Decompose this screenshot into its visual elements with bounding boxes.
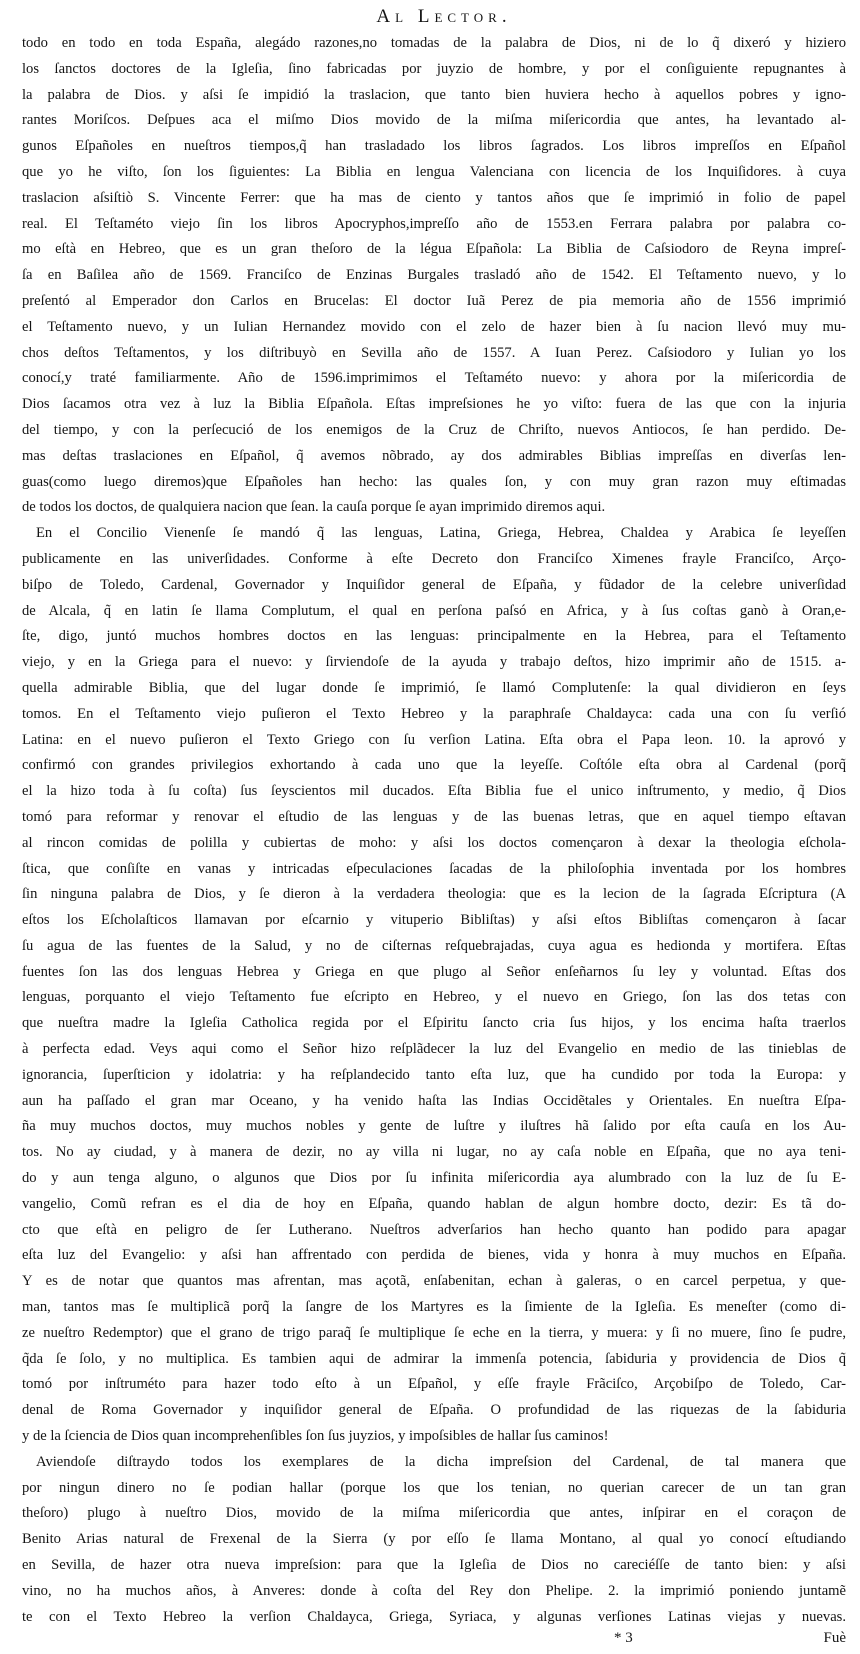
text-line: fuentes ſon las dos lenguas Hebrea y Griega en que plugo al Señor enſeñarnos ſu ley y voluntad. Eſtas dos: [22, 963, 846, 980]
text-line: confirmó con grandes privilegios exhortando à cada uno que la leyeſſe. Coſtóle eſta obra al Cardenal (porq̃: [22, 757, 846, 774]
text-line: ña muy muchos doctos, muy muchos nobles y gente de luſtre y iluſtres hã ſalido por eſta cauſa en los Au-: [22, 1118, 846, 1135]
text-line: tomos. En el Teſtamento viejo puſieron el Texto Hebreo y la paraphraſe Chaldayca: cada una con ſu verſió: [22, 705, 846, 722]
text-line: en Sevilla, de hazer otra nueva impreſsion: para que la Igleſia de Dios no careciéſſe de tanto bien: y aſsi: [22, 1557, 846, 1574]
text-line: del tiempo, y con la perſecució de los enemigos de la Cruz de Chriſto, nuevos Antiocos, ſe han perdido. De-: [22, 421, 846, 438]
text-line: chos deſtos Teſtamentos, y los diſtribuyò en Sevilla año de 1557. A Iuan Perez. Caſsiodoro y Iulian yo los: [22, 344, 846, 361]
text-line: publicamente en las univerſidades. Conforme à eſte Decreto don Franciſco Ximenes frayle Franciſco, Arço-: [22, 550, 846, 567]
text-line: que nueſtra madre la Igleſia Catholica regida por el Eſpiritu ſancto cria ſus hijos, y los encima haſta traerlos: [22, 1015, 846, 1032]
text-line: ſa en Baſilea año de 1569. Franciſco de Enzinas Burgales trasladó año de 1542. El Teſtamento nuevo, y lo: [22, 267, 846, 284]
text-line: el Teſtamento nuevo, y un Iulian Hernandez movido con el zelo de hazer bien à ſu nacion llevó muy mu-: [22, 318, 846, 335]
text-block: [22, 31, 846, 1630]
text-line: eſtos los Eſcholaſticos llamavan por eſcarnio y vituperio Bibliſtas) y aſsi eſtos Bibliſtas començaron à ſacar: [22, 912, 846, 929]
text-line: vino, no ha muchos años, à Anveres: donde à coſta del Rey don Phelipe. 2. la imprimió poniendo juntamẽ: [22, 1582, 846, 1599]
paragraph-start-line: Aviendoſe diſtraydo todos los exemplares de la dicha impreſsion del Cardenal, de tal manera que: [36, 1453, 846, 1470]
text-line: que yo he viſto, ſon los ſiguientes: La Biblia en lengua Valenciana con licencia de los Inquiſidores. à cuya: [22, 163, 846, 180]
text-line: los ſanctos doctores de la Igleſia, ſino fabricadas por juyzio de hombre, y por el conſiguiente repugnantes à: [22, 60, 846, 77]
catchword: Fuè: [823, 1630, 846, 1647]
text-line: ſu agua de las fuentes de la Salud, y no de ciſternas reſquebrajadas, cuya agua es hedionda y mortifera. Eſtas: [22, 937, 846, 954]
text-line: Y es de notar que quantos mas afrentan, mas açotã, enſabenitan, echan à galeras, o en carcel perpetua, y que-: [22, 1273, 846, 1290]
text-line: ſin ninguna palabra de Dios, y ſe dieron à la verdadera theologia: que es la lecion de la ſagrada Eſcriptura (A: [22, 886, 846, 903]
text-line: ſtica, que conſiſte en vanas y intricadas eſpeculaciones ſacadas de la philoſophia inventada por los hombres: [22, 860, 846, 877]
text-line: Benito Arias natural de Frexenal de la Sierra (y por eſſo ſe llama Montano, al qual yo conocí eſtudiando: [22, 1531, 846, 1548]
text-line: theſoro) plugo à nueſtro Dios, movido de la miſma miſericordia que antes, inſpirar en el coraçon de: [22, 1505, 846, 1522]
text-line: ſte, digo, juntó muchos hombres doctos en las lenguas: principalmente en la Hebrea, para el Teſtamento: [22, 628, 846, 645]
text-line: eſta luz del Evangelio: y aſsi han affrentado con perdida de bienes, vida y honra à muy muchos en Eſpaña.: [22, 1247, 846, 1264]
text-line: tos. No ay ciudad, y à manera de dezir, no ay villa ni lugar, no ay caſa noble en Eſpaña, que no aya teni-: [22, 1144, 846, 1161]
text-line: tomó para reformar y renovar el eſtudio de las lenguas y de las buenas letras, que en aquel tiempo eſtavan: [22, 808, 846, 825]
text-line: Dios ſacamos otra vez à luz la Biblia Eſpañola. Eſtas impreſsiones he yo viſto: fuera de las que con la injuria: [22, 396, 846, 413]
text-line: gunos Eſpañoles en nueſtros tiempos,q̃ han trasladado los libros ſagrados. Los libros impreſſos en Eſpañol: [22, 138, 846, 155]
text-line: conocí,y traté familiarmente. Año de 1596.imprimimos el Teſtaméto nuevo: y ahora por la miſericordia de: [22, 370, 846, 387]
signature-mark: * 3: [614, 1630, 633, 1647]
text-line: tomó por inſtruméto para hazer todo eſto à un Eſpañol, y eſſe frayle Frãciſco, Arçobiſpo de Toledo, Car-: [22, 1376, 846, 1393]
text-line: real. El Teſtaméto viejo ſin los libros Apocryphos,impreſſo año de 1553.en Ferrara palabra por palabra co-: [22, 215, 846, 232]
text-line: rantes Moriſcos. Deſpues aca el miſmo Dios movido de la miſma miſericordia que antes, ha levantado al-: [22, 112, 846, 129]
text-line: do y aun tenga alguno, o algunos que Dios por ſu infinita miſericordia aya alumbrado con la luz de ſu E-: [22, 1170, 846, 1187]
text-line: aun ha paſſado el gran mar Oceano, y ha venido haſta las Indias Occidẽtales y Orientales. En nueſtra Eſpa-: [22, 1092, 846, 1109]
text-line: traslacion aſsiſtiò S. Vincente Ferrer: que ha mas de ciento y tantos años que ſe imprimió in folio de papel: [22, 189, 846, 206]
paragraph-start-line: En el Concilio Vienenſe ſe mandó q̃ las lenguas, Latina, Griega, Hebrea, Chaldea y Arabica ſe leyeſſen: [36, 525, 846, 542]
text-line: por ningun dinero no ſe podian hallar (porque los que los tenian, no querian carecer de un tan gran: [22, 1479, 846, 1496]
running-head: Al Lector.: [376, 6, 512, 27]
text-line: mo eſtà en Hebreo, que es un gran theſoro de la légua Eſpañola: La Biblia de Caſsiodoro de Reyna impreſ-: [22, 241, 846, 258]
text-line: guas(como luego diremos)que Eſpañoles han hecho: las quales ſon, y con muy gran razon muy eſtimadas: [22, 473, 846, 490]
text-line: el la hizo toda à ſu coſta) ſus ſeyscientos mil ducados. Eſta Biblia fue el unico inſtrumento, y medio, q̃ Dios: [22, 783, 846, 800]
text-line: cto que eſtà en peligro de ſer Lutherano. Nueſtros adverſarios han hecho quanto han podido para apagar: [22, 1221, 846, 1238]
text-line: man, tantos mas ſe multiplicã porq̃ la ſangre de los Martyres es la ſimiente de la Igleſia. Es meneſter (como di-: [22, 1299, 846, 1316]
page-footer: [22, 1630, 846, 1654]
text-line: quella admirable Biblia, que del lugar donde ſe imprimió, ſe llamó Complutenſe: la qual dividieron en ſeys: [22, 679, 846, 696]
text-line: todo en todo en toda España, alegádo razones,no tomadas de la palabra de Dios, ni de lo q̃ dixeró y hiziero: [22, 35, 846, 51]
text-line: mas deſtas traslaciones en Eſpañol, q̃ avemos nõbrado, ay dos admirables Biblias impreſſas en diverſas len-: [22, 447, 846, 464]
text-line: preſentó al Emperador don Carlos en Brucelas: El doctor Iuã Perez de pia memoria año de 1556 imprimió: [22, 292, 846, 309]
text-line: q̃da ſe ſolo, y no multiplica. Es tambien aqui de admirar la immenſa potencia, ſabiduria y providencia de Dios q̃: [22, 1350, 846, 1367]
text-line: Latina: en el nuevo puſieron el Texto Griego con ſu verſion Latina. Eſta obra el Papa leon. 10. la aprovó y: [22, 731, 846, 748]
text-line: te con el Texto Hebreo la verſion Chaldayca, Griega, Syriaca, y algunas verſiones Latinas viejas y nuevas.: [22, 1608, 846, 1625]
text-line: vangelio, Comũ refran es el dia de hoy en Eſpaña, quando hablan de algun hombre docto, dezir: Es tã do-: [22, 1195, 846, 1212]
text-line: denal de Roma Governador y inquiſidor general de Eſpaña. O profundidad de las riquezas de la ſabiduria: [22, 1402, 846, 1419]
text-line: biſpo de Toledo, Cardenal, Governador y Inquiſidor general de Eſpaña, y fũdador de la celebre univerſidad: [22, 576, 846, 593]
text-line: la palabra de Dios. y aſsi ſe impidió la traslacion, que tanto bien huviera hecho à aquellos pobres y igno-: [22, 86, 846, 103]
paragraph-end-line: de todos los doctos, de qualquiera nacion que ſean. la cauſa porque ſe ayan imprimido diremos aqui.: [22, 499, 606, 516]
text-line: ze nueſtro Redemptor) que el grano de trigo paraq̃ ſe multiplique ſe eche en la tierra, y muera: y ſi no muere, ſino ſe pudre,: [22, 1324, 846, 1341]
text-line: lenguas, porquanto el viejo Teſtamento fue eſcripto en Hebreo, y el nuevo en Griego, ſon las dos tetas con: [22, 989, 846, 1006]
text-line: ignorancia, ſuperſticion y idolatria: y ha reſplandecido tanto eſta luz, que ha cundido por toda la Europa: y: [22, 1066, 846, 1083]
text-line: à perfecta edad. Veys aqui como el Señor hizo reſplãdecer la luz del Evangelio en medio de las tinieblas de: [22, 1041, 846, 1058]
text-line: al rincon comidas de polilla y cubiertas de moho: y aſsi los doctos començaron à dexar la theologia eſchola-: [22, 834, 846, 851]
text-line: de Alcala, q̃ en latin ſe llama Complutum, el qual en perſona paſsó en Africa, y à ſus coſtas ganò à Oran,e-: [22, 602, 846, 619]
text-line: viejo, y en la Griega para el nuevo: y ſirviendoſe de la ayuda y trabajo deſtos, hizo imprimir año de 1515. a-: [22, 654, 846, 671]
paragraph-end-line: y de la ſciencia de Dios quan incomprehenſibles ſon ſus juyzios, y impoſsibles de hallar ſus caminos!: [22, 1428, 609, 1445]
